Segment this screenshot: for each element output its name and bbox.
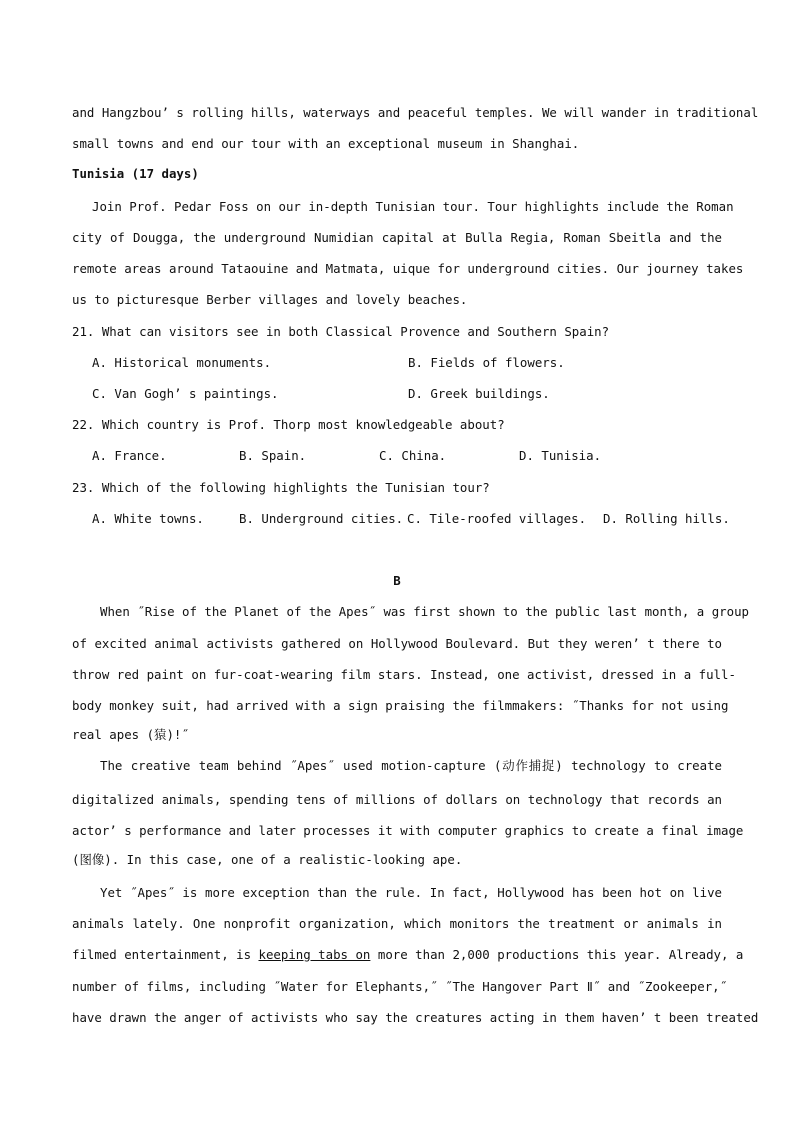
b-p3-line-4: number of films, including ˝Water for Elephants,˝ ˝The Hangover Part Ⅱ˝ and ˝Zookeeper,˝ <box>72 979 728 994</box>
b-p2-line-3: actor’ s performance and later processes it with computer graphics to create a final image <box>72 823 744 838</box>
q23-option-a: A. White towns. <box>92 511 204 526</box>
b-p3-line-5: have drawn the anger of activists who say the creatures acting in them haven’ t been treated <box>72 1010 759 1025</box>
b-p1-line-3: throw red paint on fur-coat-wearing film stars. Instead, one activist, dressed in a full- <box>72 667 736 682</box>
question-22-stem: 22. Which country is Prof. Thorp most knowledgeable about? <box>72 417 505 432</box>
b-p3-line-2: animals lately. One nonprofit organization, which monitors the treatment or animals in <box>72 916 722 931</box>
passage-a-line-1: and Hangzbou’ s rolling hills, waterways and peaceful temples. We will wander in traditional <box>72 105 759 120</box>
b-p1-line-5: real apes (猿)!˝ <box>72 727 189 742</box>
b-p3-line-3-after: more than 2,000 productions this year. Already, a <box>370 947 744 962</box>
q22-option-a: A. France. <box>92 448 167 463</box>
keeping-tabs-on-phrase: keeping tabs on <box>258 947 371 962</box>
q23-option-c: C. Tile-roofed villages. <box>407 511 587 526</box>
passage-a-line-2: small towns and end our tour with an exceptional museum in Shanghai. <box>72 136 580 151</box>
q21-option-a: A. Historical monuments. <box>92 355 272 370</box>
q23-option-b: B. Underground cities. <box>239 511 404 526</box>
b-p3-line-1: Yet ˝Apes˝ is more exception than the rule. In fact, Hollywood has been hot on live <box>100 885 722 900</box>
tunisia-line-1: Join Prof. Pedar Foss on our in-depth Tunisian tour. Tour highlights include the Roman <box>92 199 734 214</box>
b-p3-line-3-before: filmed entertainment, is <box>72 947 259 962</box>
q21-option-d: D. Greek buildings. <box>408 386 550 401</box>
q21-option-c: C. Van Gogh’ s paintings. <box>92 386 279 401</box>
b-p1-line-1: When ˝Rise of the Planet of the Apes˝ was first shown to the public last month, a group <box>100 604 750 619</box>
question-21-stem: 21. What can visitors see in both Classical Provence and Southern Spain? <box>72 324 610 339</box>
section-b-label: B <box>393 573 401 588</box>
b-p1-line-2: of excited animal activists gathered on Hollywood Boulevard. But they weren’ t there to <box>72 636 722 651</box>
question-23-stem: 23. Which of the following highlights the Tunisian tour? <box>72 480 490 495</box>
q22-option-c: C. China. <box>379 448 447 463</box>
tunisia-line-4: us to picturesque Berber villages and lovely beaches. <box>72 292 468 307</box>
q22-option-d: D. Tunisia. <box>519 448 602 463</box>
b-p3-line-3 <box>72 947 744 963</box>
b-p2-line-4: (图像). In this case, one of a realistic-looking ape. <box>72 852 463 867</box>
q23-option-d: D. Rolling hills. <box>603 511 730 526</box>
b-p2-line-1: The creative team behind ˝Apes˝ used motion-capture (动作捕捉) technology to create <box>100 758 722 773</box>
q22-option-b: B. Spain. <box>239 448 307 463</box>
b-p2-line-2: digitalized animals, spending tens of millions of dollars on technology that records an <box>72 792 722 807</box>
document-page <box>72 0 759 1123</box>
b-p1-line-4: body monkey suit, had arrived with a sign praising the filmmakers: ˝Thanks for not using <box>72 698 729 713</box>
tunisia-line-3: remote areas around Tataouine and Matmata, uique for underground cities. Our journey takes <box>72 261 744 276</box>
q21-option-b: B. Fields of flowers. <box>408 355 565 370</box>
tunisia-line-2: city of Dougga, the underground Numidian capital at Bulla Regia, Roman Sbeitla and the <box>72 230 722 245</box>
tunisia-heading: Tunisia (17 days) <box>72 166 199 181</box>
